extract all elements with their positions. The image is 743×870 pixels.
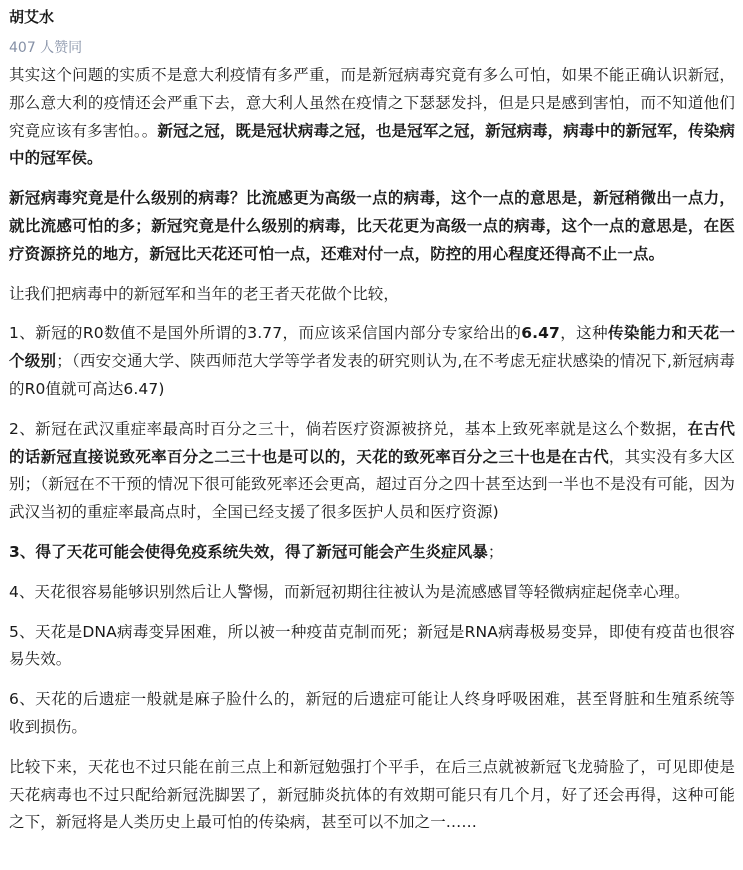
text: ；（西安交通大学、陕西师范大学等学者发表的研究则认为,在不考虑无症状感染的情况下,新冠病毒的R0值就可高达6.47) <box>9 352 736 398</box>
content-paragraph <box>9 539 735 567</box>
text: 1、新冠的R0数值不是国外所谓的3.77，而应该采信国内部分专家给出的 <box>9 324 522 343</box>
bold-text: 传染能力和天花一个级别 <box>9 324 735 371</box>
bold-text: 3、得了天花可能会使得免疫系统失效，得了新冠可能会产生炎症风暴 <box>9 542 488 561</box>
bold-text: 新冠之冠，既是冠状病毒之冠，也是冠军之冠，新冠病毒，病毒中的新冠军，传染病中的冠军侯。 <box>9 121 735 168</box>
text: ； <box>487 542 504 561</box>
content-paragraph <box>9 619 735 675</box>
bold-text: 6.47 <box>521 324 560 343</box>
content-paragraph <box>9 579 735 607</box>
bold-text: 在古代的话新冠直接说致死率百分之二三十也是可以的，天花的致死率百分之三十也是在古代 <box>9 419 735 466</box>
content-paragraph <box>9 754 735 837</box>
text: 2、新冠在武汉重症率最高时百分之三十，倘若医疗资源被挤兑，基本上致死率就是这么个数据， <box>9 419 688 438</box>
author-name[interactable]: 胡艾水 <box>9 8 55 26</box>
text: 4、天花很容易能够识别然后让人警惕，而新冠初期往往被认为是流感感冒等轻微病症起侥幸心理。 <box>9 582 690 601</box>
content-paragraph <box>9 185 735 268</box>
content-paragraph <box>9 320 735 403</box>
answer-content <box>9 62 735 837</box>
bold-text: 新冠病毒究竟是什么级别的病毒？比流感更为高级一点的病毒，这个一点的意思是，新冠稍微出一点力，就比流感可怕的多；新冠究竟是什么级别的病毒，比天花更为高级一点的病毒，这个一点的意思是，在医疗资源挤兑的地方，新冠比天花还可怕一点，还难对付一点，防控的用心程度还得高不止一点。 <box>9 189 735 263</box>
content-paragraph <box>9 686 735 742</box>
text: ，这种 <box>559 324 608 343</box>
text: 6、天花的后遗症一般就是麻子脸什么的，新冠的后遗症可能让人终身呼吸困难，甚至肾脏和生殖系统等收到损伤。 <box>9 690 735 736</box>
text: 比较下来，天花也不过只能在前三点上和新冠勉强打个平手，在后三点就被新冠飞龙骑脸了，可见即使是天花病毒也不过只配给新冠洗脚罢了，新冠肺炎抗体的有效期可能只有几个月，好了还会再得，这种可能之下，新冠将是人类历史上最可怕的传染病，甚至可以不加之一…… <box>9 757 735 832</box>
text: 5、天花是DNA病毒变异困难，所以被一种疫苗克制而死；新冠是RNA病毒极易变异，即使有疫苗也很容易失效。 <box>9 622 735 669</box>
text: 让我们把病毒中的新冠军和当年的老王者天花做个比较， <box>9 284 400 303</box>
content-paragraph <box>9 416 735 527</box>
content-paragraph <box>9 62 735 173</box>
vote-count: 407 人赞同 <box>9 40 83 56</box>
text: 其实这个问题的实质不是意大利疫情有多严重，而是新冠病毒究竟有多么可怕，如果不能正确认识新冠，那么意大利的疫情还会严重下去，意大利人虽然在疫情之下瑟瑟发抖，但是只是感到害怕，而不知道他们究竟应该有多害怕。。 <box>9 66 735 140</box>
text: ，其实没有多大区别；（新冠在不干预的情况下很可能致死率还会更高，超过百分之四十甚至达到一半也不是没有可能，因为武汉当初的重症率最高点时，全国已经支援了很多医护人员和医疗资源) <box>9 447 735 522</box>
content-paragraph <box>9 281 735 309</box>
